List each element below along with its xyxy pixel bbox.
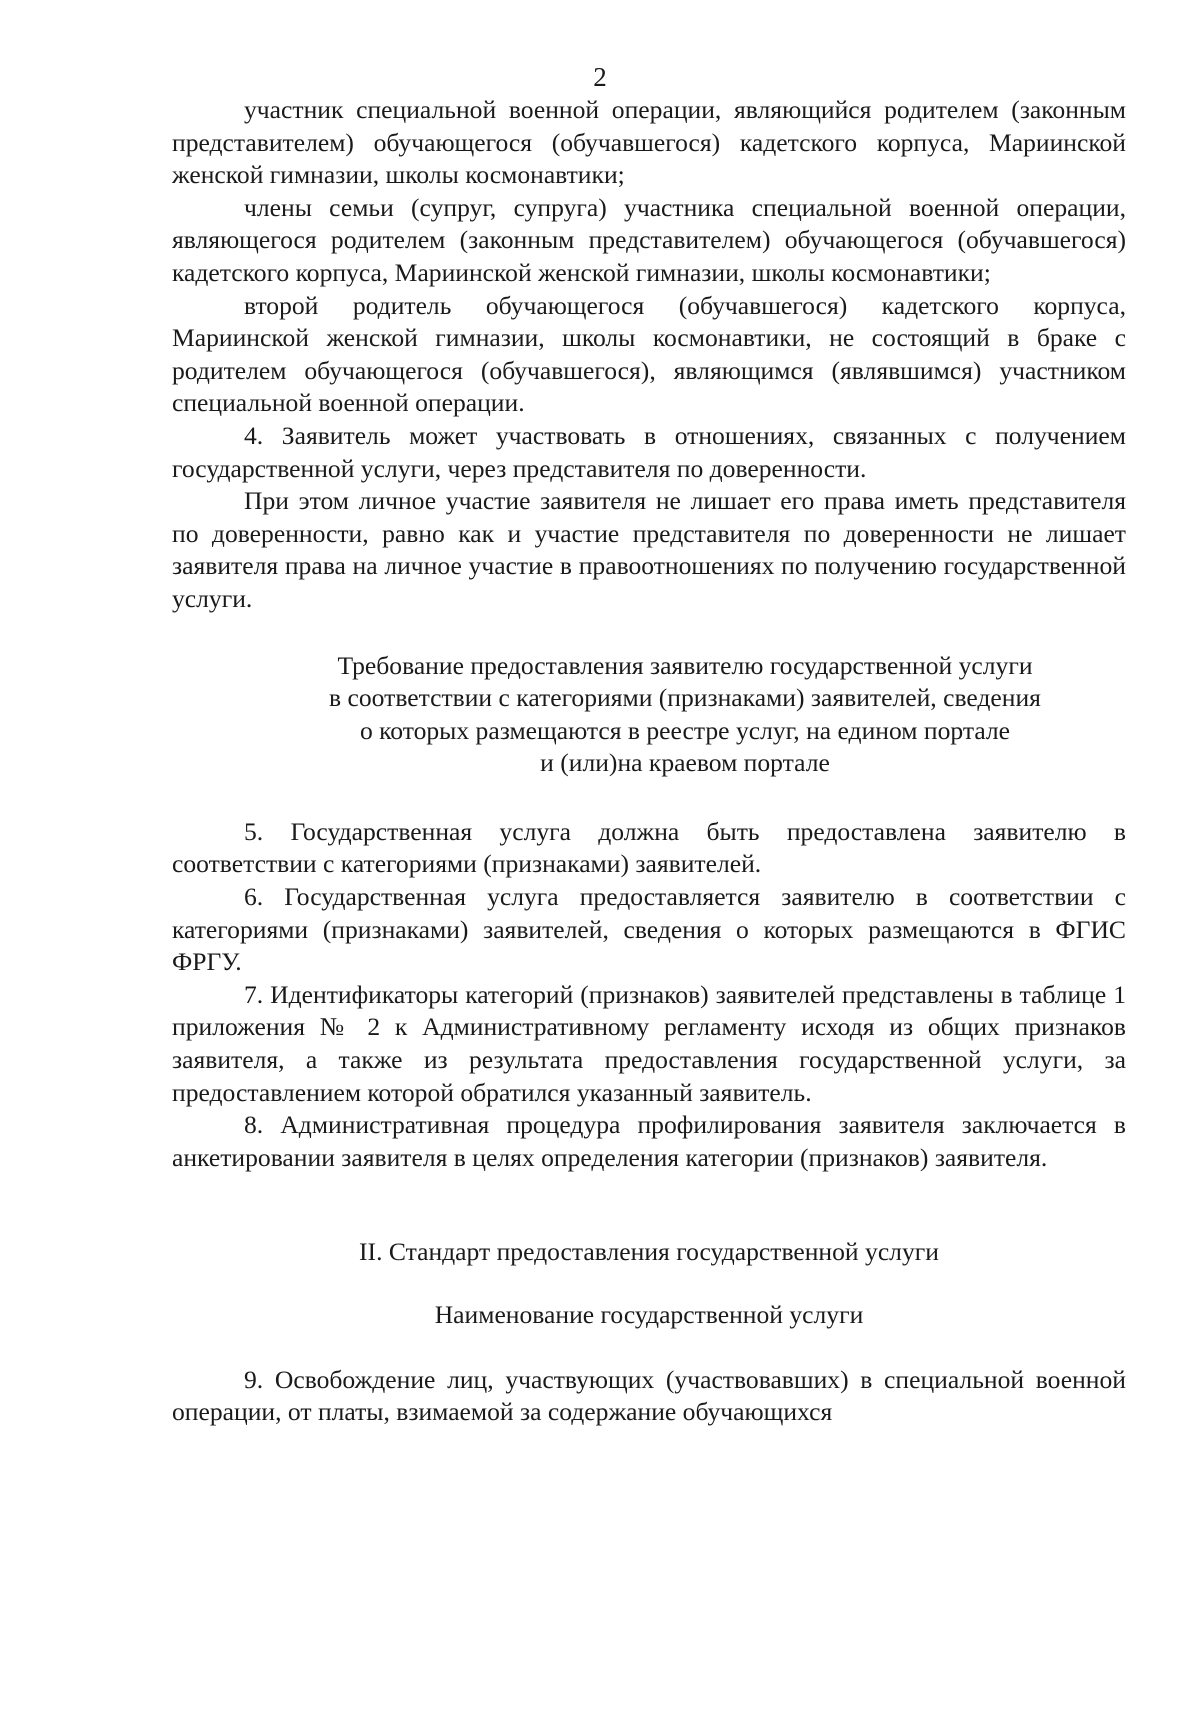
subsection-heading: Наименование государственной услуги — [434, 1300, 864, 1329]
page-number: 2 — [593, 62, 607, 92]
paragraph: 5. Государственная услуга должна быть предоставлена заявителю в соответствии с категориями (признаками) заявителей. — [172, 816, 1126, 879]
spacer — [172, 780, 1126, 816]
requirement-heading-line: в соответствии с категориями (признаками) заявителей, сведения — [329, 683, 1041, 713]
requirement-heading — [172, 650, 1126, 780]
spacer — [172, 1332, 1126, 1364]
requirement-heading-line: и (или)на краевом портале — [540, 748, 830, 778]
spacer — [172, 1269, 1126, 1299]
paragraph: 9. Освобождение лиц, участвующих (участвовавших) в специальной военной операции, от платы, взимаемой за содержание обучающихся — [172, 1364, 1126, 1427]
paragraph: 6. Государственная услуга предоставляется заявителю в соответствии с категориями (признаками) заявителей, сведения о которых размещаются в ФГИС ФРГУ. — [172, 882, 1126, 977]
requirement-heading-line: о которых размещаются в реестре услуг, на едином портале — [359, 715, 1011, 745]
paragraph: 7. Идентификаторы категорий (признаков) заявителей представлены в таблице 1 приложения № 2 к Административному регламенту исходя из общих признаков заявителя, а также из результата предоставления государственной услуги, за предоставлением которой обратился указанный заявитель. — [172, 979, 1126, 1107]
paragraph: члены семьи (супруг, супруга) участника специальной военной операции, являющегося родителем (законным представителем) обучающегося (обучавшегося) кадетского корпуса, Мариинской женской гимназии, школы космонавтики; — [172, 192, 1126, 287]
paragraph: участник специальной военной операции, являющийся родителем (законным представителем) обучающегося (обучавшегося) кадетского корпуса, Мариинской женской гимназии, школы космонавтики; — [172, 95, 1126, 190]
paragraph: второй родитель обучающегося (обучавшегося) кадетского корпуса, Мариинской женской гимназии, школы космонавтики, не состоящий в браке с родителем обучающегося (обучавшегося), являющимся (являвшимся) участником специальной военной операции. — [172, 290, 1126, 418]
spacer — [172, 616, 1126, 650]
spacer — [172, 1174, 1126, 1236]
document-body — [172, 94, 1126, 1429]
paragraph: 8. Административная процедура профилирования заявителя заключается в анкетировании заявителя в целях определения категории (признаков) заявителя. — [172, 1110, 1126, 1172]
paragraph: 4. Заявитель может участвовать в отношениях, связанных с получением государственной услуги, через представителя по доверенности. — [172, 420, 1126, 483]
section-heading: II. Стандарт предоставления государственной услуги — [359, 1237, 939, 1267]
requirement-heading-line: Требование предоставления заявителю государственной услуги — [337, 650, 1033, 680]
paragraph: При этом личное участие заявителя не лишает его права иметь представителя по доверенности, равно как и участие представителя по доверенности не лишает заявителя права на личное участие в правоотношениях по получению государственной услуги. — [172, 486, 1126, 613]
